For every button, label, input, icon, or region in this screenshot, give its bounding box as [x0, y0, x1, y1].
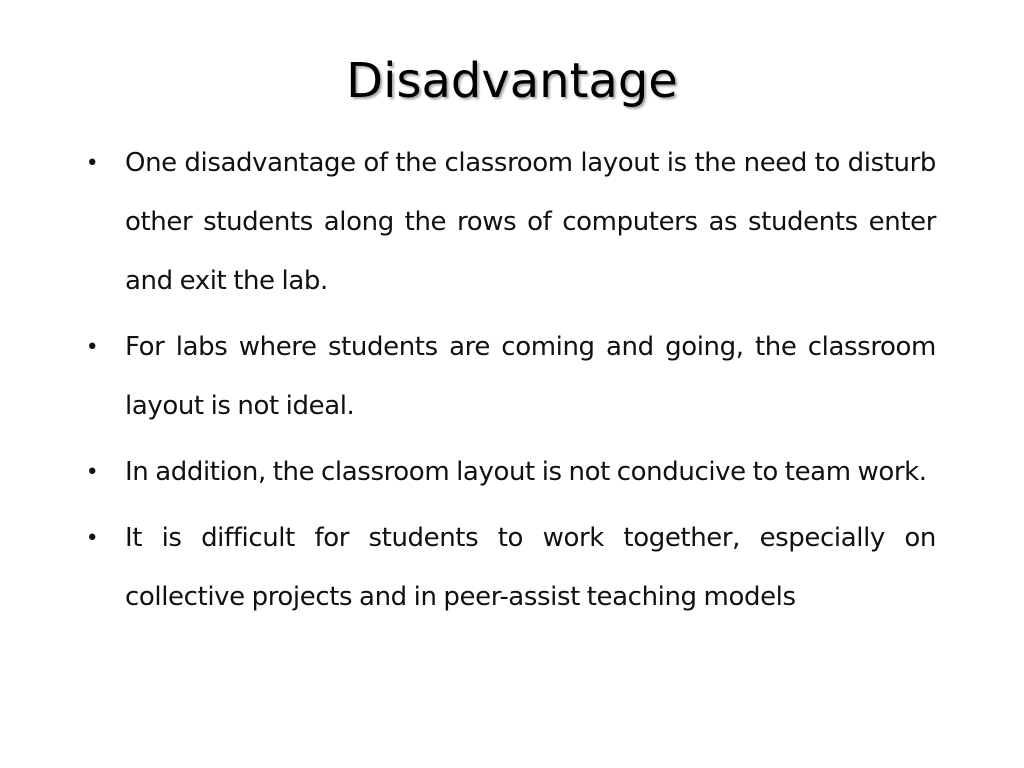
bullet-text: It is difficult for students to work together, especially on collective projects and in peer-assist teaching models — [125, 523, 936, 612]
bullet-item — [85, 509, 936, 627]
bullet-dot-icon: • — [85, 335, 99, 360]
slide-title: Disadvantage — [346, 53, 678, 109]
bullet-text: In addition, the classroom layout is not conducive to team work. — [125, 457, 927, 487]
bullet-text: One disadvantage of the classroom layout is the need to disturb other students along the rows of computers as students enter and exit the lab. — [125, 148, 936, 296]
bullet-item — [85, 318, 936, 436]
bullet-item — [85, 134, 936, 311]
bullet-dot-icon: • — [85, 526, 99, 551]
bullet-item — [85, 443, 936, 502]
bullet-text: For labs where students are coming and going, the classroom layout is not ideal. — [125, 332, 936, 421]
bullet-dot-icon: • — [85, 460, 99, 485]
bullet-dot-icon: • — [85, 151, 99, 176]
bullet-list — [85, 134, 936, 634]
